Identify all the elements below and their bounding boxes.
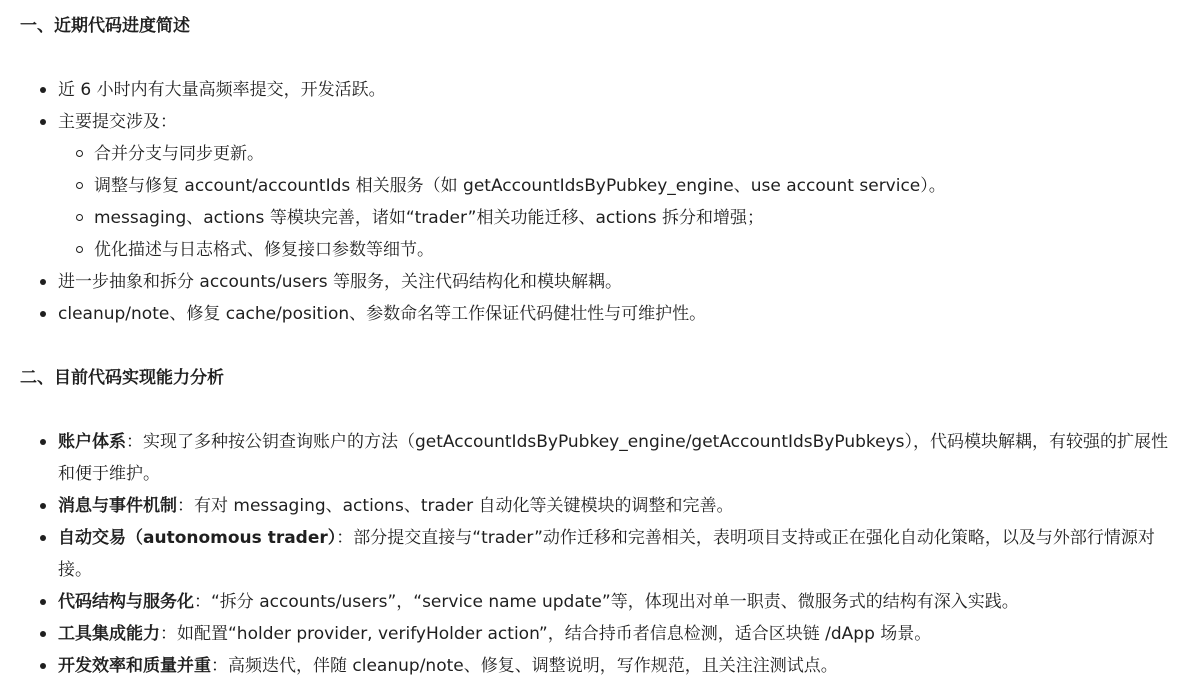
list-item-text: ：高频迭代，伴随 cleanup/note、修复、调整说明，写作规范，且关注注测试点。 — [211, 656, 838, 676]
list-item — [38, 426, 1180, 490]
list-item-label: 开发效率和质量并重 — [58, 656, 211, 676]
sub-list-item: messaging、actions 等模块完善，诸如“trader”相关功能迁移、actions 拆分和增强； — [76, 202, 1180, 234]
list-item-label: 代码结构与服务化 — [58, 592, 194, 612]
list-item: 进一步抽象和拆分 accounts/users 等服务，关注代码结构化和模块解耦。 — [38, 266, 1180, 298]
sub-list — [58, 138, 1180, 266]
list-item-label: 自动交易（autonomous trader） — [58, 528, 337, 548]
list-item-text: ：“拆分 accounts/users”，“service name update”等，体现出对单一职责、微服务式的结构有深入实践。 — [194, 592, 1019, 612]
list-item: 近 6 小时内有大量高频率提交，开发活跃。 — [38, 74, 1180, 106]
list-item-text: 主要提交涉及： — [58, 112, 177, 132]
sub-list-item: 调整与修复 account/accountIds 相关服务（如 getAccountIdsByPubkey_engine、use account service）。 — [76, 170, 1180, 202]
list-item-label: 账户体系 — [58, 432, 126, 452]
list-item — [38, 522, 1180, 586]
list-item — [38, 106, 1180, 266]
list-item-label: 消息与事件机制 — [58, 496, 177, 516]
section-2-list — [20, 426, 1180, 682]
list-item-text: ：实现了多种按公钥查询账户的方法（getAccountIdsByPubkey_engine/getAccountIdsByPubkeys），代码模块解耦，有较强的扩展性和便于维护。 — [58, 432, 1168, 484]
section-1-list — [20, 74, 1180, 330]
list-item — [38, 490, 1180, 522]
list-item-text: ：部分提交直接与“trader”动作迁移和完善相关，表明项目支持或正在强化自动化策略，以及与外部行情源对接。 — [58, 528, 1155, 580]
list-item-text: ：如配置“holder provider, verifyHolder action”，结合持币者信息检测，适合区块链 /dApp 场景。 — [160, 624, 932, 644]
section-2-title: 二、目前代码实现能力分析 — [20, 368, 224, 388]
list-item — [38, 618, 1180, 650]
list-item: cleanup/note、修复 cache/position、参数命名等工作保证代码健壮性与可维护性。 — [38, 298, 1180, 330]
sub-list-item: 优化描述与日志格式、修复接口参数等细节。 — [76, 234, 1180, 266]
list-item — [38, 586, 1180, 618]
list-item — [38, 650, 1180, 682]
list-item-label: 工具集成能力 — [58, 624, 160, 644]
section-1-title: 一、近期代码进度简述 — [20, 16, 190, 36]
list-item-text: ：有对 messaging、actions、trader 自动化等关键模块的调整和完善。 — [177, 496, 734, 516]
sub-list-item: 合并分支与同步更新。 — [76, 138, 1180, 170]
